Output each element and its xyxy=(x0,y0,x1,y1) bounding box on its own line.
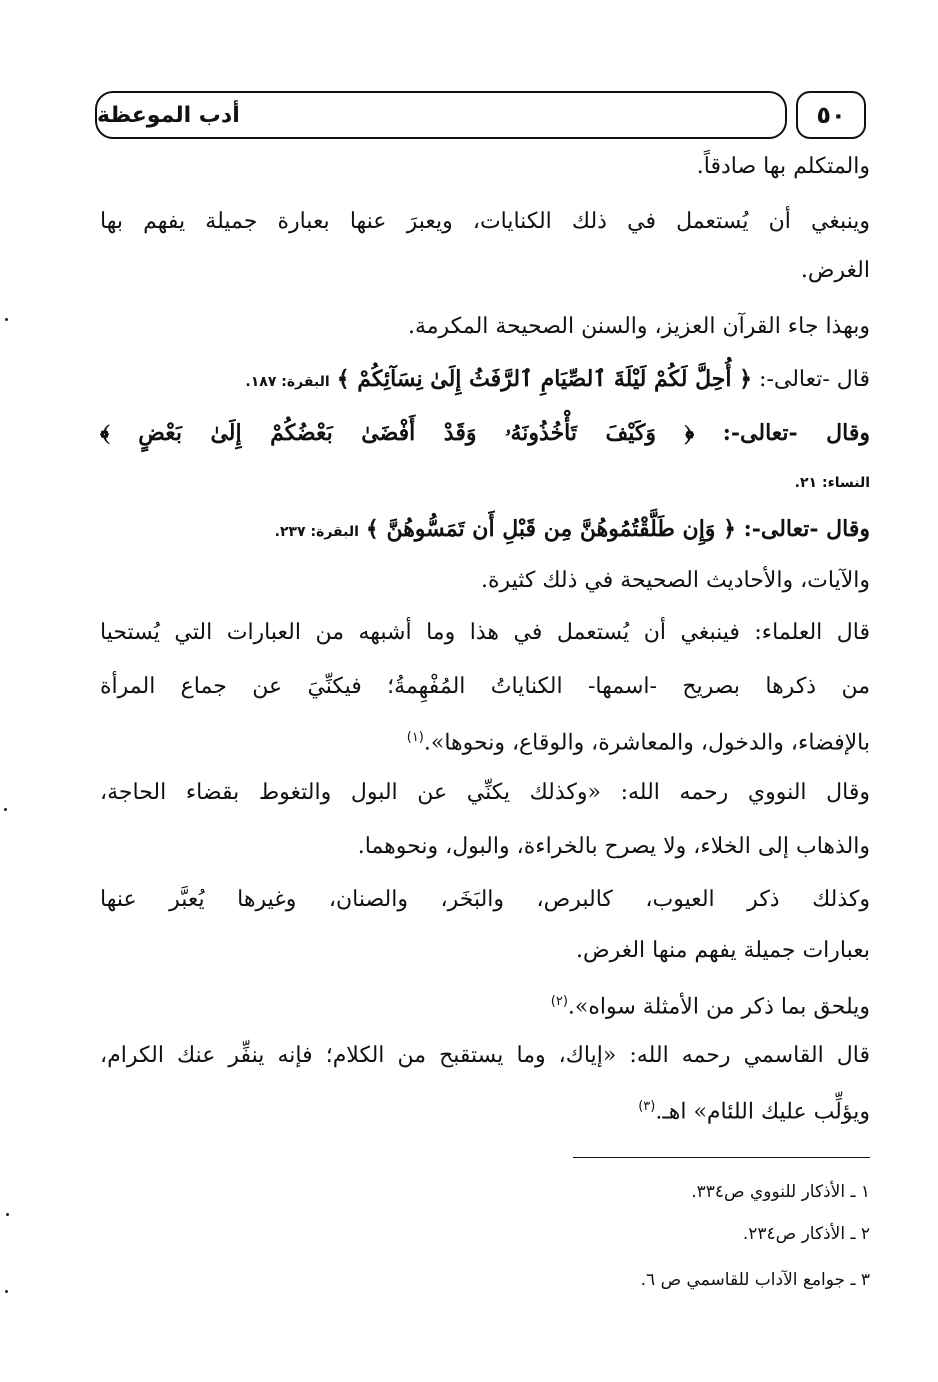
verse-reference: النساء: ٢١. xyxy=(794,475,870,491)
verse-line xyxy=(100,514,870,547)
text-line: وينبغي أن يُستعمل في ذلك الكنايات، ويعبرَ عنها بعبارة جميلة يفهم بها xyxy=(100,209,870,234)
footnote-mark: (٢) xyxy=(550,994,568,1009)
scan-speck xyxy=(5,1290,8,1293)
text-line: وقال النووي رحمه الله: «وكذلك يكنِّي عن البول والتغوط بقضاء الحاجة، xyxy=(100,780,870,805)
running-title xyxy=(95,91,787,139)
scan-speck xyxy=(6,1213,9,1216)
running-title-text: أدب الموعظة xyxy=(97,102,240,128)
verse-line xyxy=(100,364,870,397)
text-line: والمتكلم بها صادقاً. xyxy=(696,154,870,179)
scan-speck xyxy=(4,808,7,811)
verse-lead: قال -تعالى-: xyxy=(752,367,870,392)
text-line xyxy=(100,987,870,1022)
text-line: من ذكرها بصريح -اسمها- الكناياتُ المُفْهِمةُ؛ فيكنِّيَ عن جماع المرأة xyxy=(100,674,870,699)
text-line: قال العلماء: فينبغي أن يُستعمل في هذا وما أشبهه من العبارات التي يُستحيا xyxy=(100,620,870,645)
text-line: والذهاب إلى الخلاء، ولا يصرح بالخراءة، والبول، ونحوهما. xyxy=(357,834,870,859)
text-span: بالإفضاء، والدخول، والمعاشرة، والوقاع، ونحوها». xyxy=(423,730,870,756)
footnote-mark: (٣) xyxy=(638,1099,656,1114)
text-line: قال القاسمي رحمه الله: «إياك، وما يستقبح من الكلام؛ فإنه ينفِّر عنك الكرام، xyxy=(100,1043,870,1068)
text-line: بعبارات جميلة يفهم منها الغرض. xyxy=(576,938,870,963)
text-line xyxy=(100,1092,870,1127)
page-number xyxy=(796,91,866,139)
text-span: ويؤلِّب عليك اللئام» اهـ. xyxy=(655,1099,870,1125)
page-number-text: ٥٠ xyxy=(816,101,846,129)
text-line: والآيات، والأحاديث الصحيحة في ذلك كثيرة. xyxy=(480,568,870,593)
verse-reference: البقرة: ٢٣٧. xyxy=(274,524,359,540)
text-line xyxy=(100,723,870,758)
quran-verse: وقال -تعالى-: ﴿ وَإِن طَلَّقْتُمُوهُنَّ مِن قَبْلِ أَن تَمَسُّوهُنَّ ﴾ xyxy=(365,516,870,542)
footnote: ٣ ـ جوامع الآداب للقاسمي ص ٦. xyxy=(640,1270,870,1290)
verse-reference: البقرة: ١٨٧. xyxy=(245,374,330,390)
footnote-separator xyxy=(573,1157,870,1158)
footnote: ٢ ـ الأذكار ص٢٣٤. xyxy=(742,1224,870,1244)
scan-speck xyxy=(5,318,8,321)
verse-line: وقال -تعالى-: ﴿ وَكَيْفَ تَأْخُذُونَهُۥ وَقَدْ أَفْضَىٰ بَعْضُكُمْ إِلَىٰ بَعْضٍ ﴾ xyxy=(100,420,870,446)
text-span: ويلحق بما ذكر من الأمثلة سواه». xyxy=(567,994,870,1020)
text-line: وبهذا جاء القرآن العزيز، والسنن الصحيحة المكرمة. xyxy=(407,314,870,339)
footnote-mark: (١) xyxy=(406,730,424,745)
quran-verse: ﴿ أُحِلَّ لَكُمْ لَيْلَةَ ٱلصِّيَامِ ٱلرَّفَثُ إِلَىٰ نِسَآئِكُمْ ﴾ xyxy=(336,366,753,392)
text-line: الغرض. xyxy=(800,258,870,283)
footnote: ١ ـ الأذكار للنووي ص٣٣٤. xyxy=(691,1182,870,1202)
text-line: وكذلك ذكر العيوب، كالبرص، والبَخَر، والصنان، وغيرها يُعبَّر عنها xyxy=(100,887,870,912)
